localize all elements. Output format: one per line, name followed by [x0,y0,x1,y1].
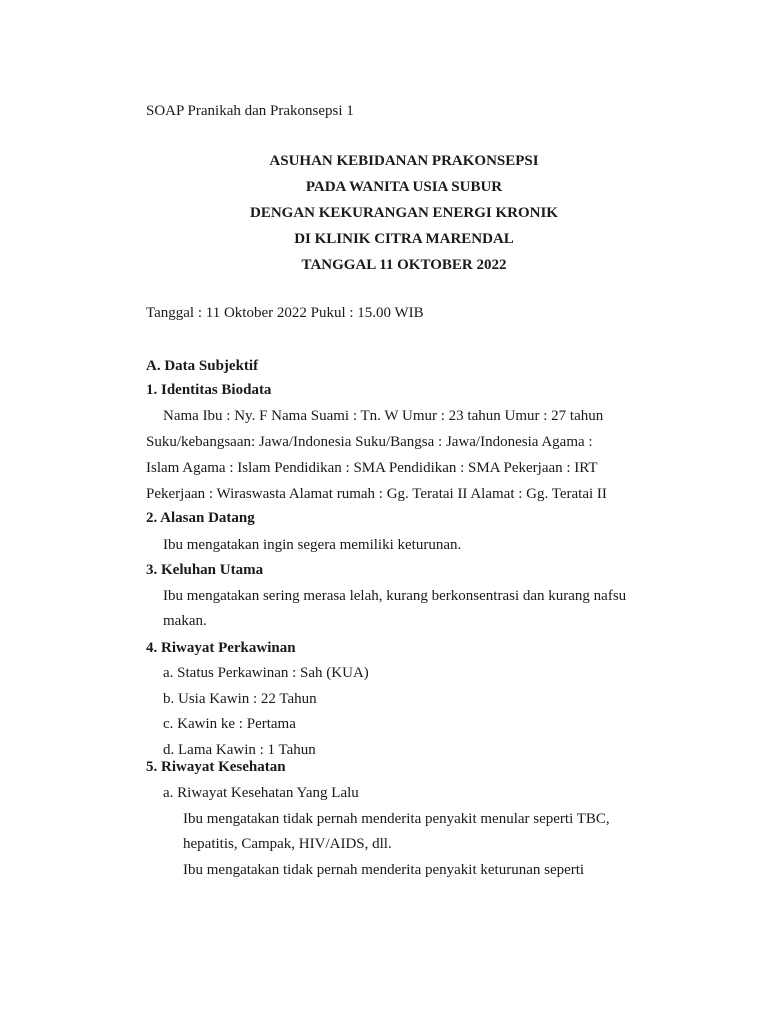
section-4-item: b. Usia Kawin : 22 Tahun [163,691,317,707]
section-4-item: c. Kawin ke : Pertama [163,716,296,732]
biodata-line: Suku/kebangsaan: Jawa/Indonesia Suku/Bangsa : Jawa/Indonesia Agama : [146,434,593,450]
section-2-title: 2. Alasan Datang [146,510,255,526]
section-4-item: d. Lama Kawin : 1 Tahun [163,742,316,758]
section-4-title: 4. Riwayat Perkawinan [146,640,296,656]
document-title: SOAP Pranikah dan Prakonsepsi 1 [146,103,354,119]
heading-line-2: PADA WANITA USIA SUBUR [305,179,503,195]
section-4-item: a. Status Perkawinan : Sah (KUA) [163,665,369,681]
section-5-line: Ibu mengatakan tidak pernah menderita penyakit menular seperti TBC, [183,811,610,827]
heading-line-5: TANGGAL 11 OKTOBER 2022 [301,257,507,273]
date-line: Tanggal : 11 Oktober 2022 Pukul : 15.00 WIB [146,305,424,321]
section-5-sub-a: a. Riwayat Kesehatan Yang Lalu [163,785,359,801]
section-5-title: 5. Riwayat Kesehatan [146,759,286,775]
section-1-title: 1. Identitas Biodata [146,382,272,398]
section-a-title: A. Data Subjektif [146,358,259,374]
biodata-line: Islam Agama : Islam Pendidikan : SMA Pendidikan : SMA Pekerjaan : IRT [146,460,598,476]
biodata-line: Nama Ibu : Ny. F Nama Suami : Tn. W Umur : 23 tahun Umur : 27 tahun [163,408,604,424]
section-3-line: Ibu mengatakan sering merasa lelah, kurang berkonsentrasi dan kurang nafsu [163,588,627,604]
section-2-text: Ibu mengatakan ingin segera memiliki keturunan. [163,537,462,553]
section-5-line: hepatitis, Campak, HIV/AIDS, dll. [183,836,392,852]
heading-line-3: DENGAN KEKURANGAN ENERGI KRONIK [250,205,558,221]
heading-line-4: DI KLINIK CITRA MARENDAL [294,231,514,247]
section-3-title: 3. Keluhan Utama [146,562,264,578]
heading-line-1: ASUHAN KEBIDANAN PRAKONSEPSI [269,153,539,169]
section-5-line: Ibu mengatakan tidak pernah menderita penyakit keturunan seperti [183,862,585,878]
section-3-line: makan. [163,613,207,629]
biodata-line: Pekerjaan : Wiraswasta Alamat rumah : Gg. Teratai II Alamat : Gg. Teratai II [146,486,607,502]
